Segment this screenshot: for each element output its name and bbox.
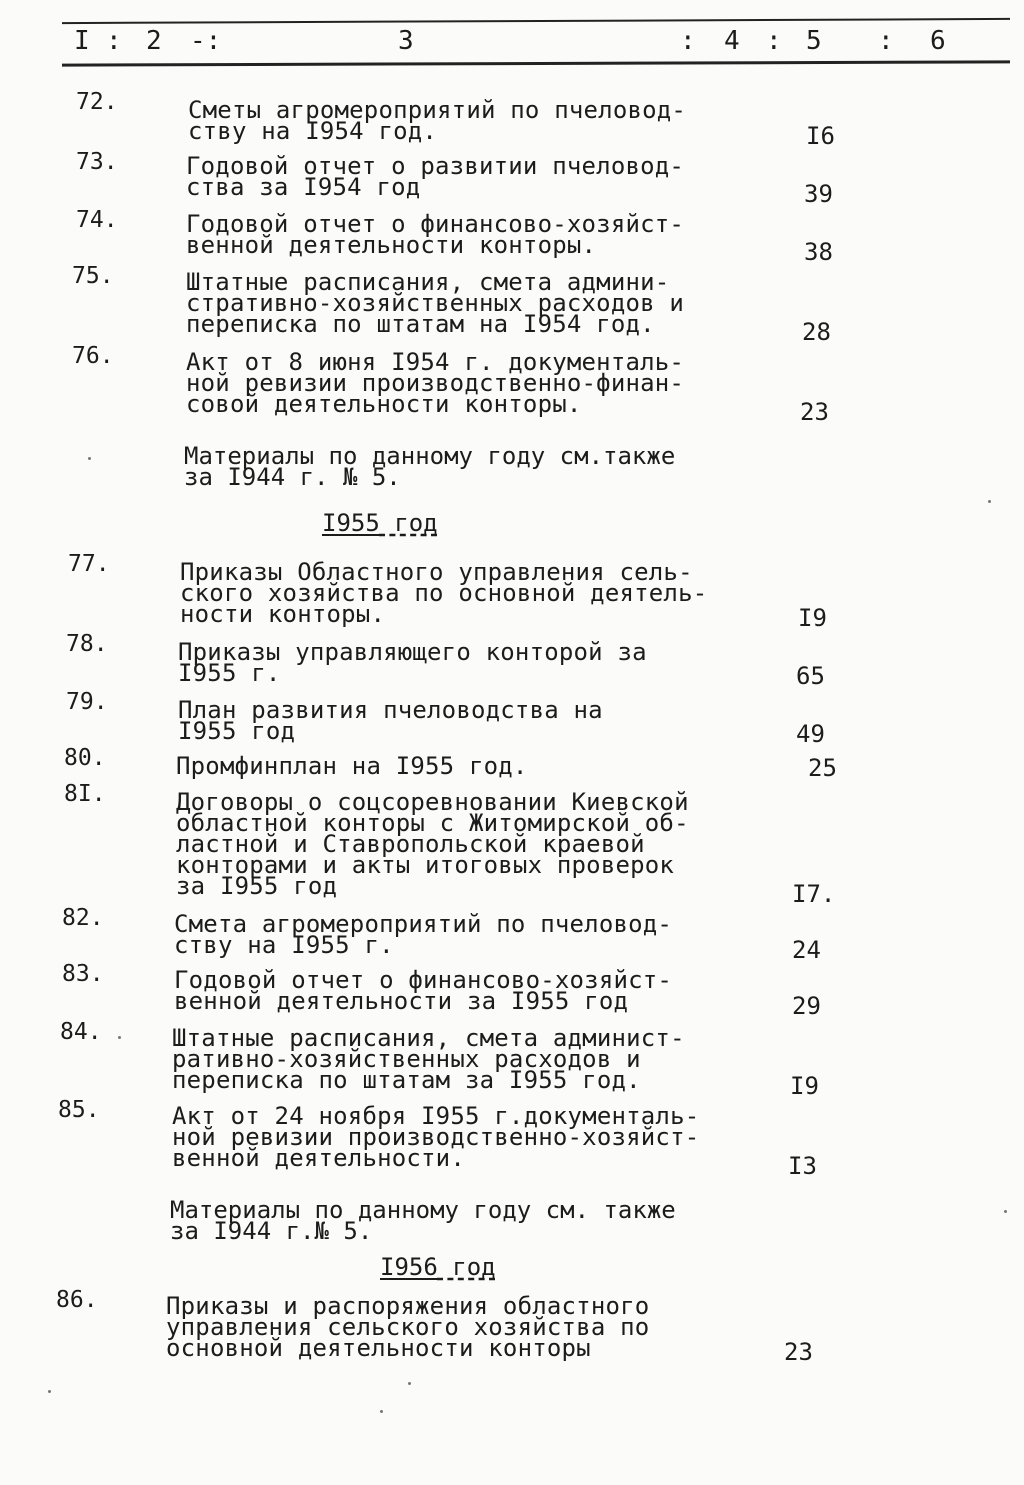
cross-reference-note: Материалы по данному году см. также за I944 г.№ 5. <box>170 1196 676 1245</box>
cross-reference-note: Материалы по данному году см.также за I944 г. № 5. <box>184 442 676 491</box>
entry-title: План развития пчеловодства на I955 год <box>178 696 603 745</box>
entry-number: 83. <box>62 961 104 987</box>
year-heading <box>322 510 438 536</box>
year-heading-year: I956 <box>380 1253 438 1281</box>
scan-speck <box>408 1382 411 1385</box>
entry-number: 80. <box>64 745 106 771</box>
column-header-separator: -: <box>190 26 222 56</box>
entry-sheet-count: I9 <box>798 604 827 632</box>
entry-sheet-count: I3 <box>788 1152 817 1180</box>
entry-sheet-count: I7. <box>792 880 836 908</box>
header-bottom-rule <box>62 60 1010 66</box>
entry-number: 79. <box>66 689 108 715</box>
entry-title: Сметы агромероприятий по пчеловод- ству на I954 год. <box>188 96 687 145</box>
year-heading-word: год <box>437 1253 496 1281</box>
entry-number: 86. <box>56 1287 98 1313</box>
year-heading <box>380 1254 496 1280</box>
column-header-1: I <box>74 26 90 56</box>
entry-title: Годовой отчет о финансово-хозяйст- венной деятельности за I955 год <box>174 966 673 1015</box>
scan-speck <box>1004 1210 1007 1213</box>
year-heading-word: год <box>379 509 438 537</box>
entry-title: Договоры о соцсоревновании Киевской областной конторы с Житомирской об- ластной и Ставропольской краевой конторами и акты итоговых проверок за I955 год <box>176 788 689 900</box>
entry-number: 84. <box>60 1019 102 1045</box>
entry-sheet-count: 23 <box>784 1338 813 1366</box>
entry-number: 73. <box>76 149 118 175</box>
entry-number: 75. <box>72 263 114 289</box>
column-header-4: 4 <box>724 26 740 56</box>
column-header-separator: : <box>106 26 122 56</box>
column-header-3: 3 <box>398 26 414 56</box>
entry-number: 76. <box>72 343 114 369</box>
column-header-6: 6 <box>930 26 946 56</box>
entry-number: 77. <box>68 551 110 577</box>
column-header-separator: : <box>766 26 782 56</box>
column-header-separator: : <box>878 26 894 56</box>
scan-speck <box>988 500 991 503</box>
entry-sheet-count: 65 <box>796 662 825 690</box>
column-header-2: 2 <box>146 26 162 56</box>
entry-sheet-count: 23 <box>800 398 829 426</box>
entry-number: 85. <box>58 1097 100 1123</box>
entry-sheet-count: 29 <box>792 992 821 1020</box>
entry-title: Приказы Областного управления сель- ского хозяйства по основной деятель- ности конторы. <box>180 558 708 628</box>
entry-sheet-count: 49 <box>796 720 825 748</box>
column-header-separator: : <box>680 26 696 56</box>
scan-speck <box>118 1036 121 1039</box>
entry-number: 78. <box>66 631 108 657</box>
entry-sheet-count: I6 <box>806 122 835 150</box>
column-header-5: 5 <box>806 26 822 56</box>
entry-title: Годовой отчет о развитии пчеловод- ства за I954 год <box>186 152 685 201</box>
entry-title: Штатные расписания, смета админи- стративно-хозяйственных расходов и переписка по штатам на I954 год. <box>186 268 685 338</box>
entry-sheet-count: I9 <box>790 1072 819 1100</box>
entry-sheet-count: 28 <box>802 318 831 346</box>
entry-title: Смета агромероприятий по пчеловод- ству на I955 г. <box>174 910 673 959</box>
entry-number: 72. <box>76 89 118 115</box>
entry-sheet-count: 24 <box>792 936 821 964</box>
entry-title: Промфинплан на I955 год. <box>176 752 528 780</box>
entry-number: 82. <box>62 905 104 931</box>
entry-title: Акт от 24 ноября I955 г.документаль- ной ревизии производственно-хозяйст- венной деятельности. <box>172 1102 700 1172</box>
entry-number: 74. <box>76 207 118 233</box>
entry-title: Годовой отчет о финансово-хозяйст- венной деятельности конторы. <box>186 210 685 259</box>
entry-sheet-count: 38 <box>804 238 833 266</box>
scan-speck <box>48 1390 51 1393</box>
entry-title: Акт от 8 июня I954 г. документаль- ной ревизии производственно-финан- совой деятельности конторы. <box>186 348 685 418</box>
header-top-rule <box>62 18 1010 24</box>
entry-title: Приказы и распоряжения областного управления сельского хозяйства по основной деятельности конторы <box>166 1292 650 1362</box>
entry-title: Приказы управляющего конторой за I955 г. <box>178 638 647 687</box>
scan-speck <box>380 1410 383 1413</box>
entry-number: 8I. <box>64 781 106 807</box>
year-heading-year: I955 <box>322 509 380 537</box>
entry-title: Штатные расписания, смета админист- ративно-хозяйственных расходов и переписка по штатам за I955 год. <box>172 1024 685 1094</box>
entry-sheet-count: 39 <box>804 180 833 208</box>
entry-sheet-count: 25 <box>808 754 837 782</box>
scan-speck <box>88 457 91 460</box>
